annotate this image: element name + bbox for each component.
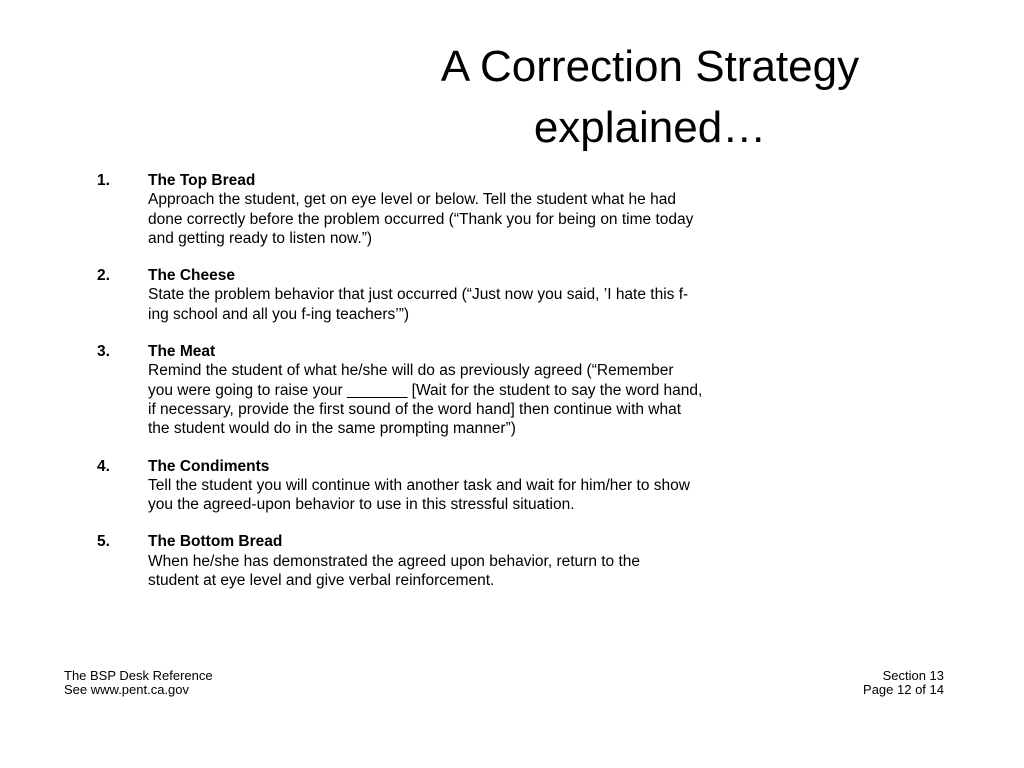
slide-title (380, 36, 920, 158)
item-number: 3. (97, 343, 110, 361)
item-number: 1. (97, 172, 110, 189)
footer-reference-title: The BSP Desk Reference (64, 668, 213, 683)
list-item (97, 266, 957, 324)
item-number: 5. (97, 533, 110, 551)
item-heading: The Bottom Bread (148, 533, 283, 551)
item-heading: The Cheese (148, 267, 236, 285)
item-number: 4. (97, 457, 110, 475)
item-heading: The Meat (148, 343, 216, 361)
footer-page-info (863, 669, 944, 697)
list-item (97, 457, 957, 515)
list-item (97, 342, 957, 438)
item-body: Tell the student you will continue with another task and wait for him/her to show you the agreed-upon behavior to use in this stressful situation. (148, 476, 690, 514)
correction-steps-list (97, 171, 957, 608)
list-item (97, 532, 957, 590)
footer-website: See www.pent.ca.gov (64, 682, 190, 697)
item-body: When he/she has demonstrated the agreed upon behavior, return to the student at eye level and give verbal reinforcement. (148, 552, 641, 590)
item-body: State the problem behavior that just occurred (“Just now you said, ’I hate this f- ing school and all you f-ing teachers’”) (148, 286, 689, 323)
item-heading: The Top Bread (148, 172, 256, 189)
list-item (97, 171, 957, 248)
slide-title-line-1: A Correction Strategy (440, 42, 860, 91)
footer-page-number: Page 12 of 14 (863, 682, 944, 697)
slide-title-line-2: explained… (533, 103, 767, 152)
item-body: Approach the student, get on eye level or below. Tell the student what he had done correctly before the problem occurred (“Thank you for being on time today and getting ready to listen now.”) (148, 191, 694, 247)
footer-source (64, 669, 213, 697)
footer-section: Section 13 (882, 668, 944, 683)
item-number: 2. (97, 267, 110, 285)
item-heading: The Condiments (148, 457, 270, 475)
item-body: Remind the student of what he/she will do as previously agreed (“Remember you were going to raise your _______ [Wait for the student to say the word hand, if necessary, provide the first sound of the word hand] then continue with what the student would do in the same prompting manner”) (148, 362, 703, 438)
